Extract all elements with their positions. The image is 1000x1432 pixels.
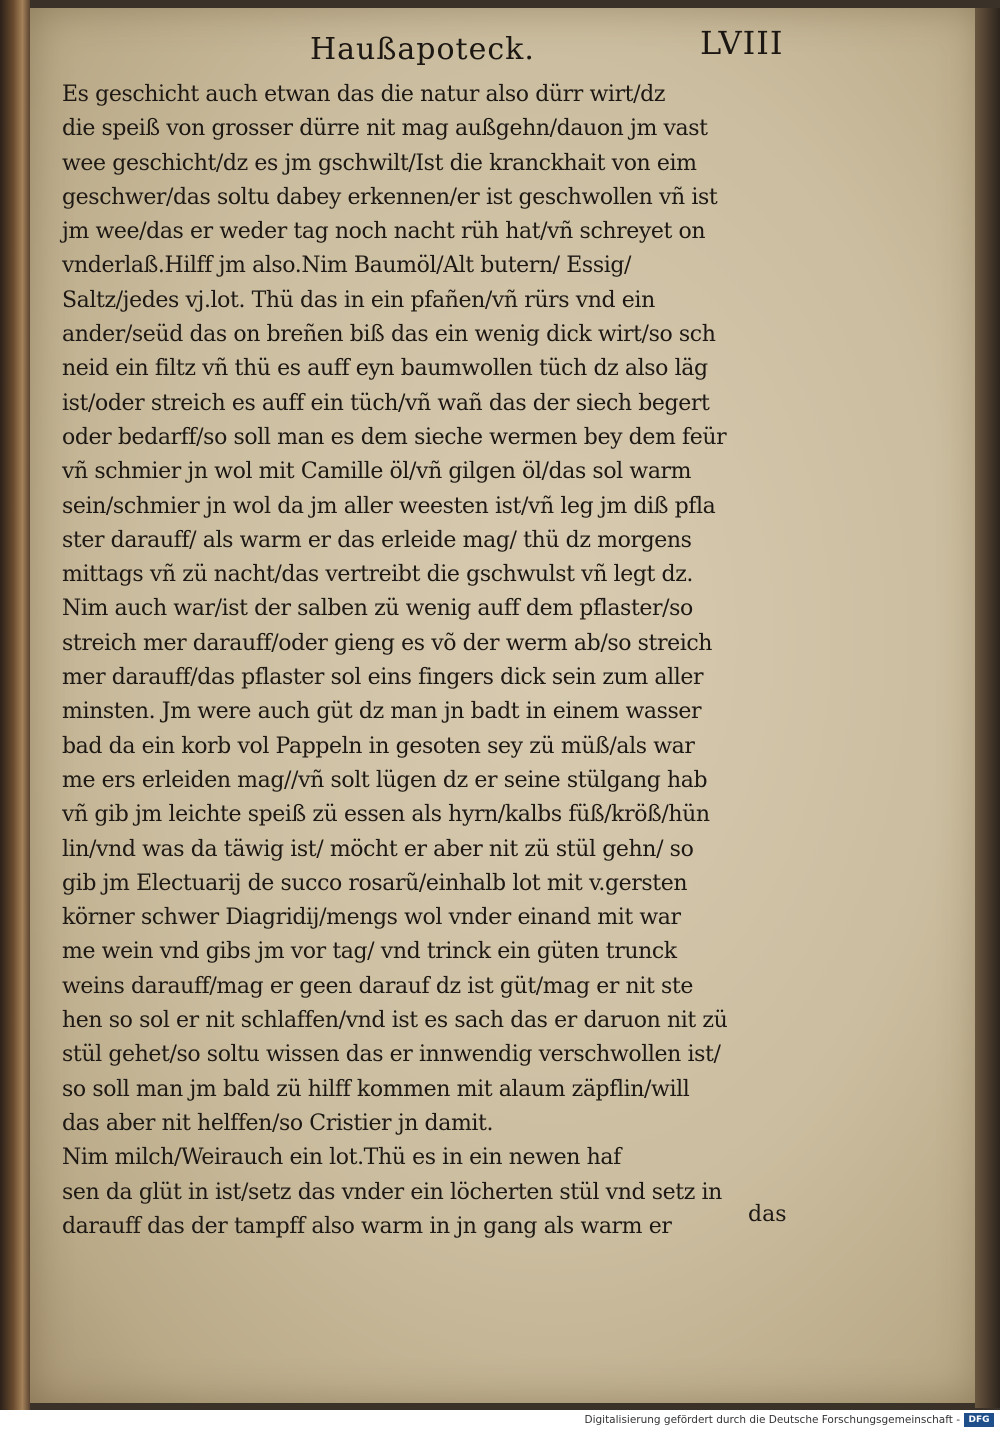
running-head: Haußapoteck. xyxy=(310,32,535,67)
text-line: so soll man jm bald zü hilff kommen mit alaum zäpflin/will xyxy=(62,1076,690,1102)
text-line: darauff das der tampff also warm in jn gang als warm er xyxy=(62,1213,672,1239)
book-spine-edge xyxy=(0,0,30,1410)
text-line: Nim auch war/ist der salben zü wenig auff dem pflaster/so xyxy=(62,596,693,622)
text-line: jm wee/das er weder tag noch nacht rüh hat/vñ schreyet on xyxy=(62,219,706,245)
text-line: oder bedarff/so soll man es dem sieche wermen bey dem feür xyxy=(62,424,727,450)
text-line: bad da ein korb vol Pappeln in gesoten sey zü müß/als war xyxy=(62,733,695,759)
catchword: das xyxy=(748,1202,787,1227)
text-line: me ers erleiden mag//vñ solt lügen dz er seine stülgang hab xyxy=(62,767,708,793)
text-line: me wein vnd gibs jm vor tag/ vnd trinck ein güten trunck xyxy=(62,939,677,965)
text-line: vñ schmier jn wol mit Camille öl/vñ gilgen öl/das sol warm xyxy=(62,459,692,485)
text-line: Nim milch/Weirauch ein lot.Thü es in ein newen haf xyxy=(62,1145,621,1171)
text-line: mer darauff/das pflaster sol eins fingers dick sein zum aller xyxy=(62,665,704,691)
text-line: vñ gib jm leichte speiß zü essen als hyrn/kalbs füß/kröß/hün xyxy=(62,802,710,828)
text-line: minsten. Jm were auch güt dz man jn badt in einem wasser xyxy=(62,699,702,725)
text-line: das aber nit helffen/so Cristier jn damit. xyxy=(62,1110,494,1136)
text-line: lin/vnd was da täwig ist/ möcht er aber nit zü stül gehn/ so xyxy=(62,836,694,862)
text-line: stül gehet/so soltu wissen das er innwendig verschwollen ist/ xyxy=(62,1042,721,1068)
body-text xyxy=(62,78,822,1244)
text-line: sein/schmier jn wol da jm aller weesten ist/vñ leg jm diß pfla xyxy=(62,493,716,519)
funding-notice: Digitalisierung gefördert durch die Deutsche Forschungsgemeinschaft - xyxy=(584,1414,960,1426)
text-line: sen da glüt in ist/setz das vnder ein löcherten stül vnd setz in xyxy=(62,1179,722,1205)
text-line: vnderlaß.Hilff jm also.Nim Baumöl/Alt butern/ Essig/ xyxy=(62,253,632,279)
text-line: die speiß von grosser dürre nit mag außgehn/dauon jm vast xyxy=(62,116,708,142)
dfg-logo: DFG xyxy=(964,1413,994,1427)
text-line: hen so sol er nit schlaffen/vnd ist es sach das er daruon nit zü xyxy=(62,1008,728,1034)
text-line: ist/oder streich es auff ein tüch/vñ wañ das der siech begert xyxy=(62,390,710,416)
text-line: ander/seüd das on breñen biß das ein wenig dick wirt/so sch xyxy=(62,322,716,348)
text-line: Saltz/jedes vj.lot. Thü das in ein pfañen/vñ rürs vnd ein xyxy=(62,287,655,313)
footer-bar xyxy=(0,1410,1000,1432)
text-line: ster darauff/ als warm er das erleide mag/ thü dz morgens xyxy=(62,527,692,553)
text-line: neid ein filtz vñ thü es auff eyn baumwollen tüch dz also läg xyxy=(62,356,708,382)
text-line: körner schwer Diagridij/mengs wol vnder einand mit war xyxy=(62,905,681,931)
text-line: geschwer/das soltu dabey erkennen/er ist geschwollen vñ ist xyxy=(62,184,718,210)
text-line: wee geschicht/dz es jm gschwilt/Ist die kranckhait von eim xyxy=(62,150,697,176)
folio-number: LVIII xyxy=(700,24,784,62)
text-line: mittags vñ zü nacht/das vertreibt die gschwulst vñ legt dz. xyxy=(62,562,693,588)
text-line: gib jm Electuarij de succo rosarũ/einhalb lot mit v.gersten xyxy=(62,870,688,896)
text-line: streich mer darauff/oder gieng es võ der werm ab/so streich xyxy=(62,630,713,656)
text-line: Es geschicht auch etwan das die natur also dürr wirt/dz xyxy=(62,82,666,107)
page-right-edge xyxy=(975,8,1000,1408)
text-line: weins darauff/mag er geen darauf dz ist güt/mag er nit ste xyxy=(62,973,693,999)
